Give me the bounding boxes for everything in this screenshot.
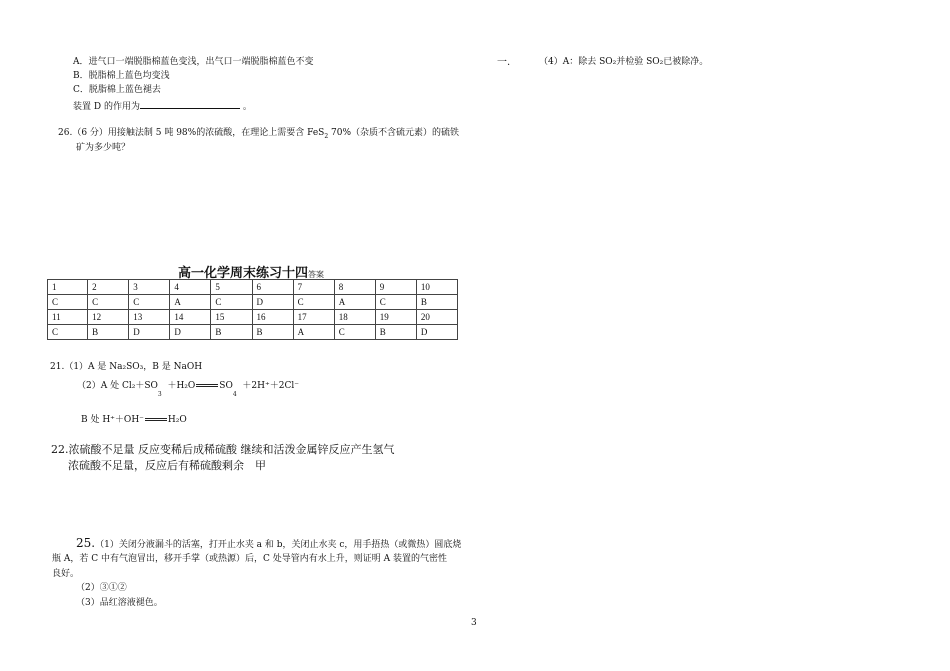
device-d-suffix: 。	[242, 102, 252, 112]
table-cell: B	[375, 325, 416, 340]
q21-part3-tail: H₂O	[167, 415, 187, 425]
table-cell: A	[334, 295, 375, 310]
q25-part3: （3）品红溶液褪色。	[76, 598, 163, 608]
table-cell: 9	[375, 280, 416, 295]
option-a: A．进气口一端脱脂棉蓝色变浅，出气口一端脱脂棉蓝色不变	[73, 57, 314, 67]
table-cell: B	[88, 325, 129, 340]
table-cell: 14	[170, 310, 211, 325]
q21-subscript-3: 3	[157, 391, 162, 398]
table-cell: 19	[375, 310, 416, 325]
table-cell: 5	[211, 280, 252, 295]
q26-text: 26.（6 分）用接触法制 5 吨 98%的浓硫酸，在理论上需要含 FeS	[58, 128, 325, 138]
q21-part2-so: SO	[219, 381, 233, 391]
q25-line1-text: （1）关闭分液漏斗的活塞，打开止水夹 a 和 b，关闭止水夹 c，用手捂热（或微热）圆底烧	[95, 540, 462, 550]
q21-part2-mid: ＋H₂O	[167, 381, 196, 391]
table-cell: B	[252, 325, 293, 340]
table-cell: D	[252, 295, 293, 310]
q21-part3	[81, 414, 187, 426]
table-cell: 20	[416, 310, 457, 325]
q21-part3-prefix: B 处 H⁺＋OH⁻	[81, 415, 144, 425]
table-cell: 18	[334, 310, 375, 325]
answer-title-suffix: 答案	[308, 270, 325, 279]
table-cell: D	[416, 325, 457, 340]
q21-part2-tail: ＋2H⁺＋2Cl⁻	[242, 381, 299, 391]
q25-line2: 瓶 A，若 C 中有气泡冒出，移开手掌（或热源）后，C 处导管内有水上升，则证明 A 装置的气密性	[52, 554, 447, 564]
table-cell: 17	[293, 310, 334, 325]
q25-line3: 良好。	[52, 569, 80, 579]
q26-line2: 矿为多少吨？	[76, 143, 131, 153]
option-b: B．脱脂棉上蓝色均变浅	[73, 71, 170, 81]
q21-part2-prefix: （2）A 处 Cl₂＋SO	[77, 381, 158, 391]
table-cell: B	[416, 295, 457, 310]
q26-line1	[58, 127, 459, 143]
equals-sign	[196, 384, 218, 387]
table-cell: A	[293, 325, 334, 340]
answer-title: 高一化学周末练习十四	[178, 266, 309, 281]
answer-table	[47, 279, 458, 340]
table-cell: 15	[211, 310, 252, 325]
table-cell: 10	[416, 280, 457, 295]
table-cell: C	[48, 325, 88, 340]
table-cell: 6	[252, 280, 293, 295]
table-cell: 13	[129, 310, 170, 325]
table-row	[48, 310, 458, 325]
table-cell: C	[334, 325, 375, 340]
table-cell: D	[129, 325, 170, 340]
q25-part2: （2）③①②	[76, 583, 127, 593]
device-d-line	[73, 98, 252, 113]
option-c: C．脱脂棉上蓝色褪去	[73, 85, 161, 95]
table-row	[48, 280, 458, 295]
table-cell: C	[211, 295, 252, 310]
q21-part1: 21.（1）A 是 Na₂SO₃，B 是 NaOH	[50, 362, 203, 372]
table-cell: 1	[48, 280, 88, 295]
right-answer-4: （4）A：除去 SO₂并检验 SO₂已被除净。	[539, 57, 709, 67]
table-cell: 7	[293, 280, 334, 295]
q25-number: 25.	[76, 536, 96, 550]
table-cell: 2	[88, 280, 129, 295]
answer-blank	[140, 98, 240, 109]
table-cell: 16	[252, 310, 293, 325]
table-cell: C	[48, 295, 88, 310]
table-cell: 4	[170, 280, 211, 295]
page-number: 3	[471, 618, 477, 628]
table-cell: 8	[334, 280, 375, 295]
table-cell: C	[293, 295, 334, 310]
q26-subscript: 2	[324, 132, 329, 140]
q21-part2	[77, 380, 299, 401]
q22-line1: 22.浓硫酸不足量 反应变稀后成稀硫酸 继续和活泼金属锌反应产生氢气	[51, 443, 395, 456]
table-cell: 11	[48, 310, 88, 325]
q26-tail: 70%（杂质不含硫元素）的硫铁	[328, 128, 460, 138]
q21-subscript-4: 4	[232, 391, 237, 398]
equals-sign	[145, 418, 167, 421]
table-cell: A	[170, 295, 211, 310]
table-cell: 3	[129, 280, 170, 295]
table-cell: C	[375, 295, 416, 310]
table-cell: B	[211, 325, 252, 340]
table-cell: D	[170, 325, 211, 340]
table-row	[48, 295, 458, 310]
right-dash: 一.	[497, 57, 511, 68]
table-row	[48, 325, 458, 340]
device-d-prefix: 装置 D 的作用为	[73, 102, 140, 112]
q22-line2: 浓硫酸不足量，反应后有稀硫酸剩余 甲	[68, 459, 266, 472]
table-cell: 12	[88, 310, 129, 325]
table-cell: C	[129, 295, 170, 310]
q25-line1	[76, 537, 461, 551]
table-cell: C	[88, 295, 129, 310]
